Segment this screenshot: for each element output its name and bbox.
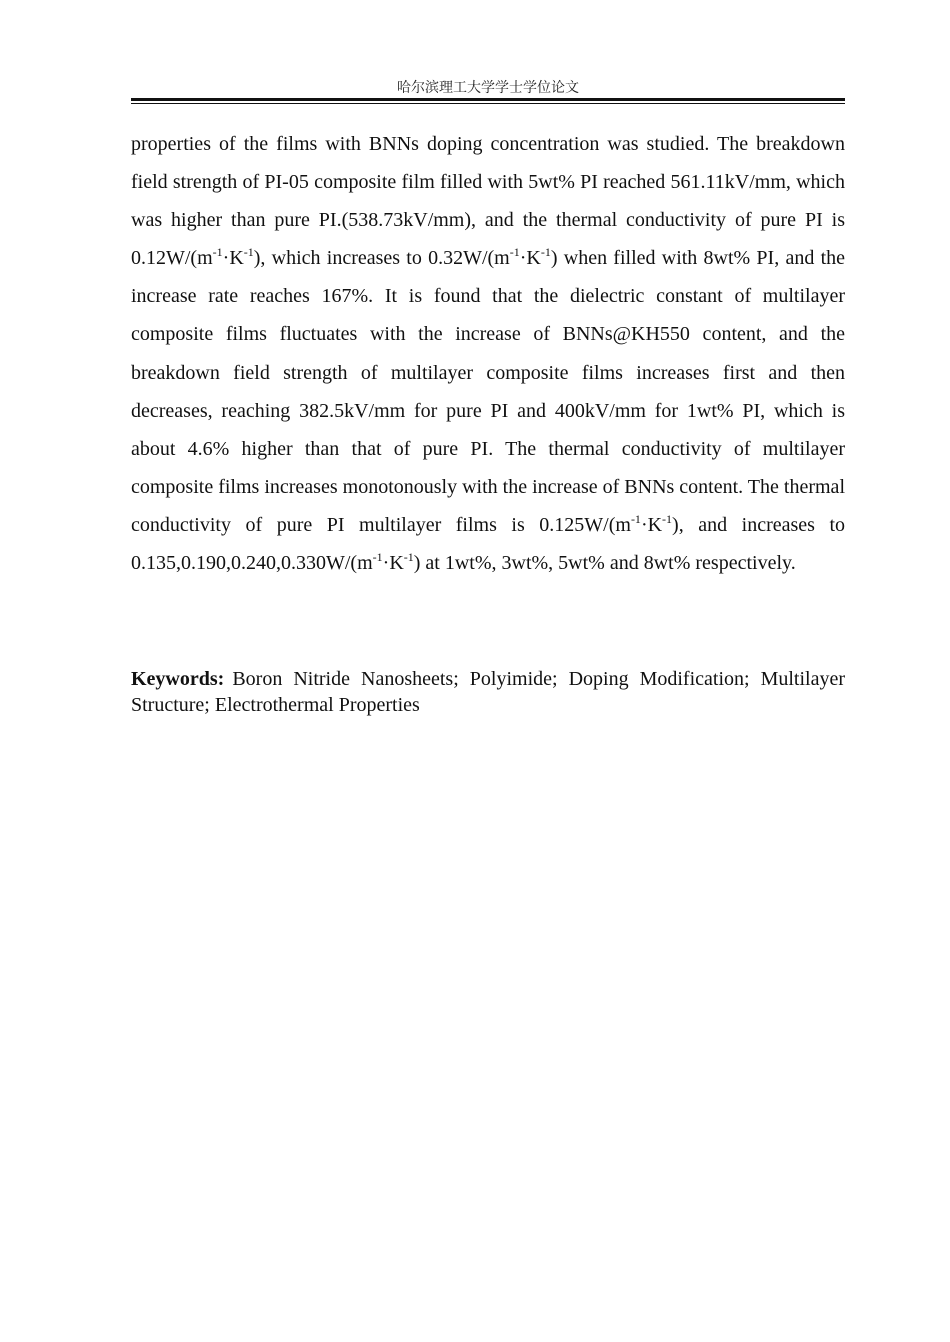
- abstract-text-8: ·K: [382, 552, 404, 575]
- header-rule-thick: [131, 98, 845, 101]
- superscript-exponent: -1: [372, 550, 383, 565]
- abstract-text-4: ·K: [519, 247, 541, 270]
- superscript-exponent: -1: [540, 245, 551, 260]
- keywords-text: Boron Nitride Nanosheets; Polyimide; Doping Modification; Multilayer Structure; Electrothermal Properties: [131, 668, 845, 716]
- superscript-exponent: -1: [662, 511, 673, 526]
- abstract-text-7: ), and increases to 0.135,0.190,0.240,0.330W/(m: [131, 513, 846, 575]
- superscript-exponent: -1: [630, 511, 641, 526]
- abstract-paragraph: [131, 125, 845, 582]
- abstract-text-1: properties of the films with BNNs doping concentration was studied. The breakdown field strength of PI-05 composite film filled with 5wt% PI reached 561.11kV/mm, which was higher than pure PI.(538.73kV/mm), and the thermal conductivity of pure PI is 0.12W/(m: [131, 133, 845, 270]
- abstract-text-6: ·K: [640, 513, 663, 536]
- superscript-exponent: -1: [243, 245, 254, 260]
- abstract-text-3: ), which increases to 0.32W/(m: [253, 247, 510, 270]
- superscript-exponent: -1: [212, 245, 223, 260]
- superscript-exponent: -1: [403, 550, 414, 565]
- abstract-text-2: ·K: [222, 247, 244, 270]
- running-header: 哈尔滨理工大学学士学位论文: [397, 80, 579, 96]
- keywords-paragraph: [131, 666, 845, 718]
- header-rule-thin: [131, 103, 845, 104]
- superscript-exponent: -1: [509, 245, 520, 260]
- abstract-text-9: ) at 1wt%, 3wt%, 5wt% and 8wt% respectively.: [413, 552, 796, 575]
- keywords-label: Keywords:: [131, 668, 225, 690]
- abstract-text-5: ) when filled with 8wt% PI, and the increase rate reaches 167%. It is found that the dielectric constant of multilayer composite films fluctuates with the increase of BNNs@KH550 content, and the breakdown field strength of multilayer composite films increases first and then decreases, reaching 382.5kV/mm for pure PI and 400kV/mm for 1wt% PI, which is about 4.6% higher than that of pure PI. The thermal conductivity of multilayer composite films increases monotonously with the increase of BNNs content. The thermal conductivity of pure PI multilayer films is 0.125W/(m: [131, 247, 845, 536]
